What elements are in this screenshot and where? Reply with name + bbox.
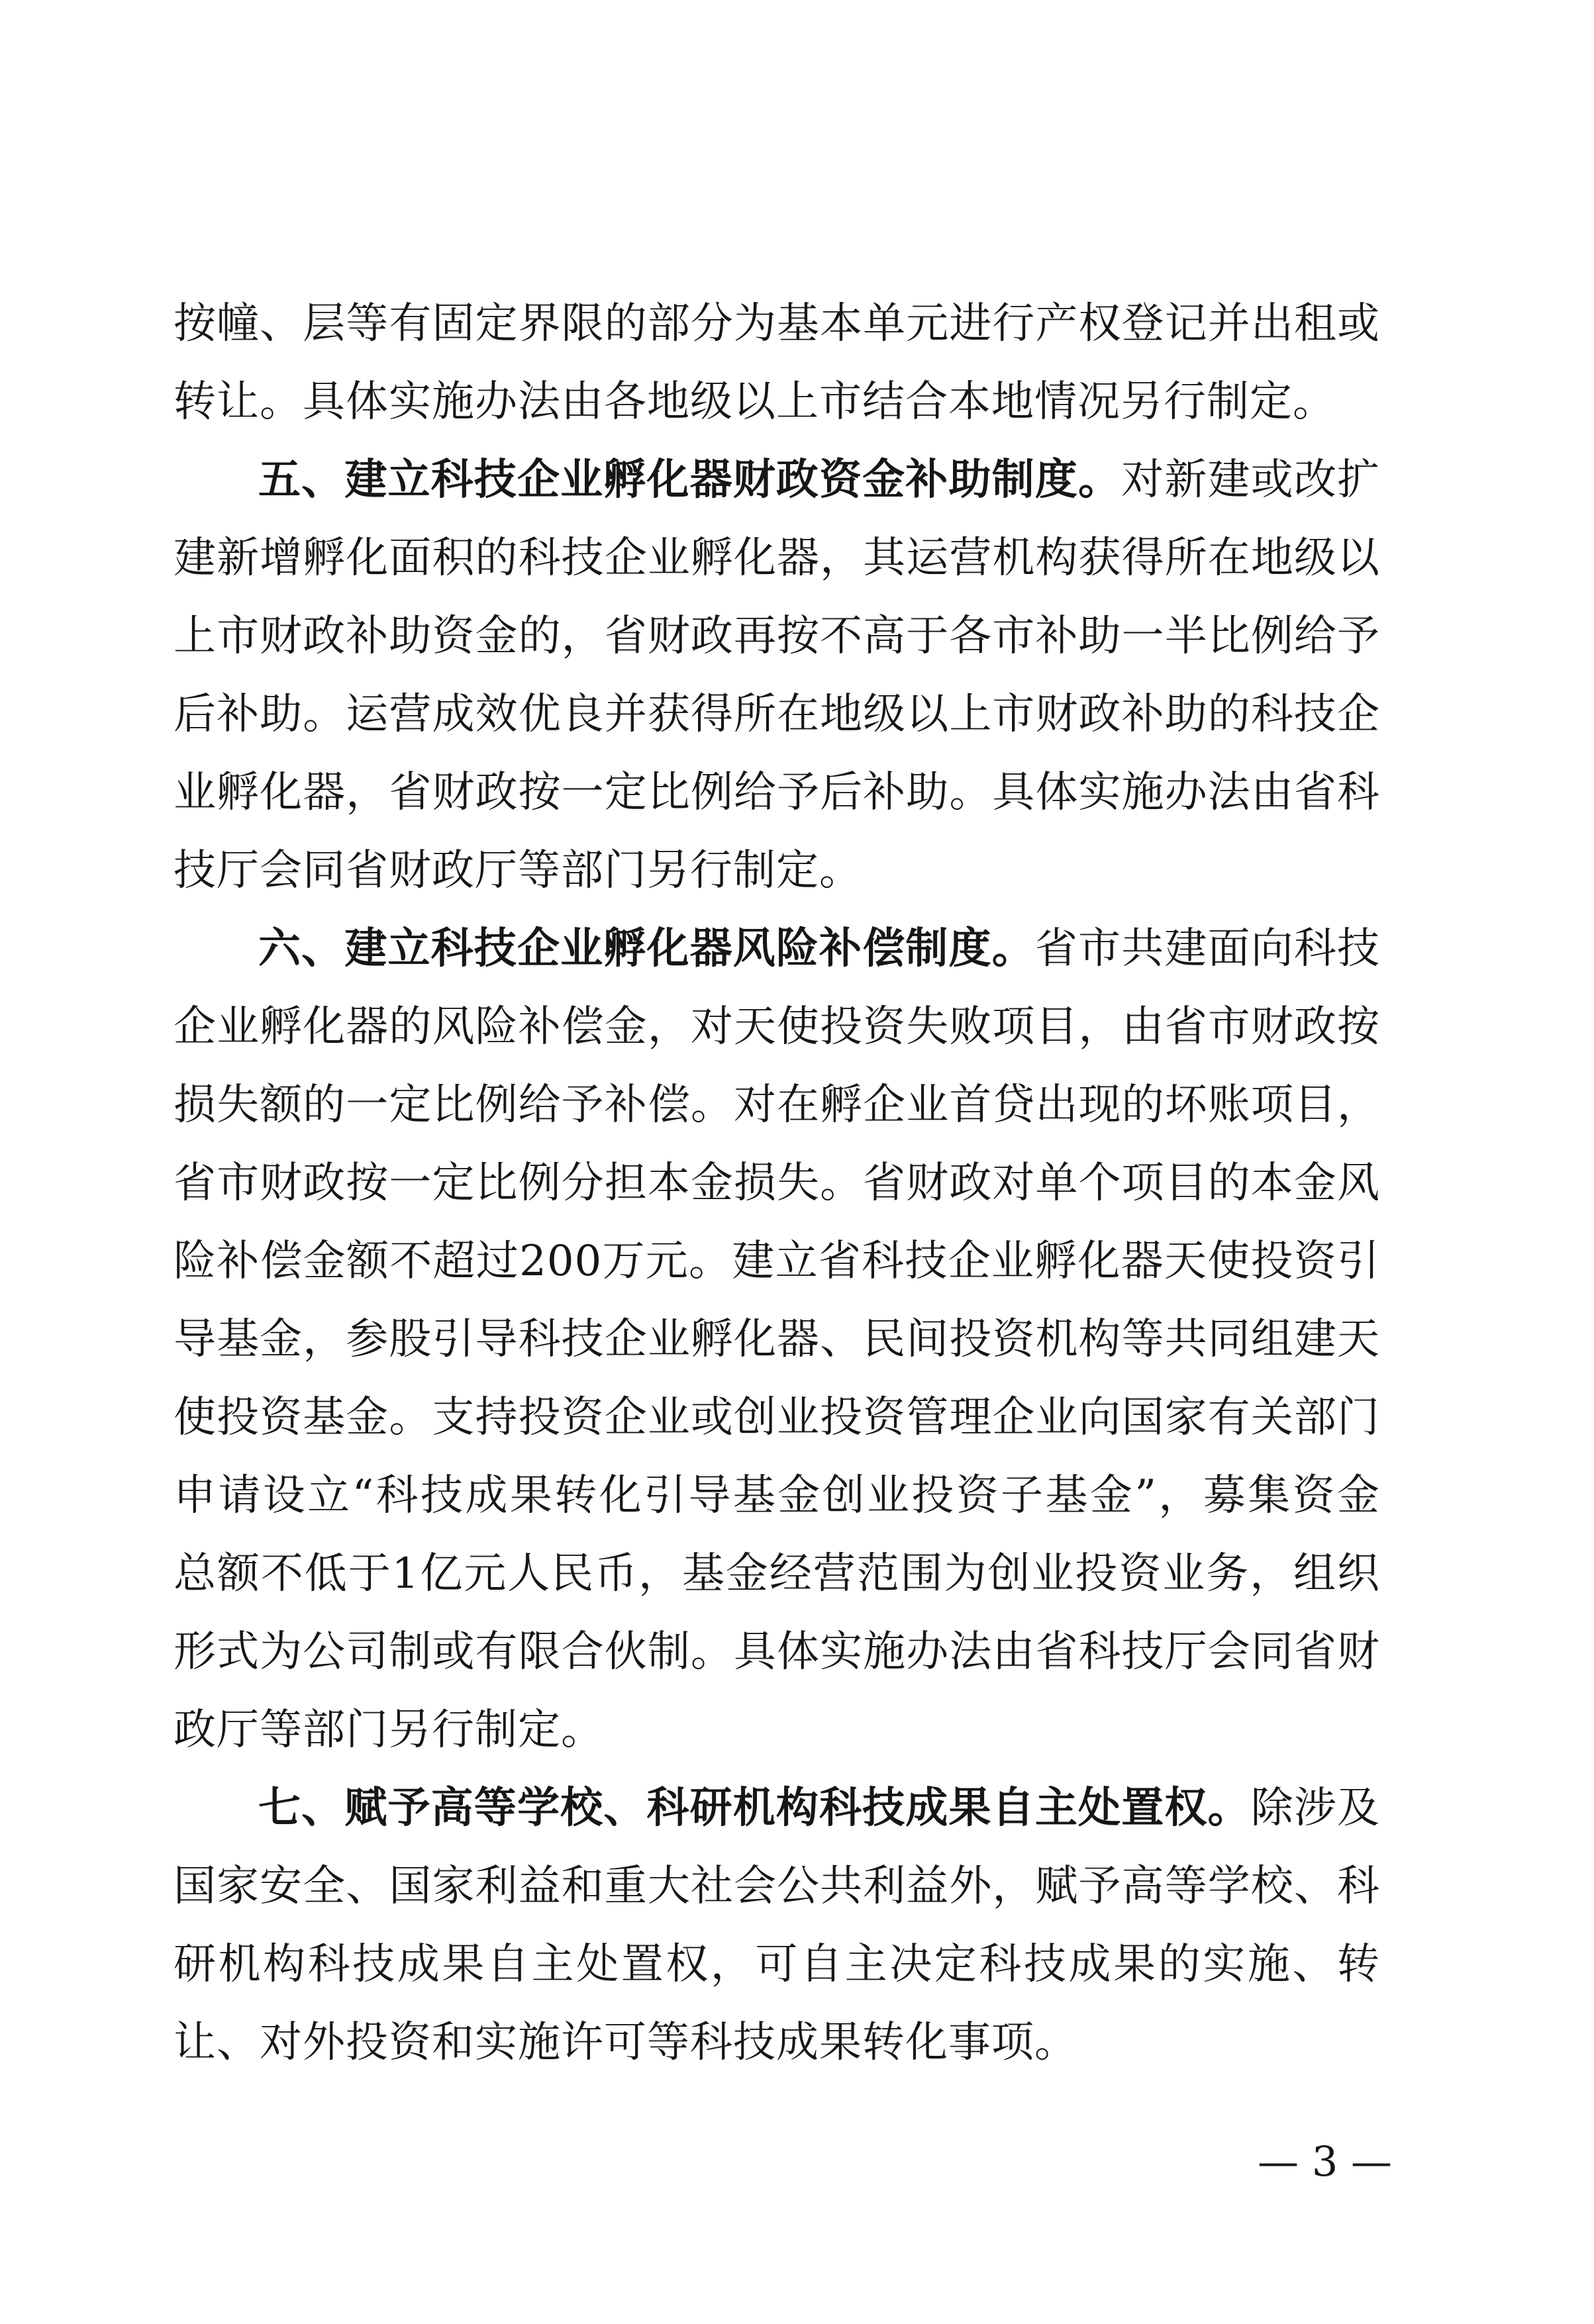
section-text: 省市共建面向科技 — [1034, 924, 1381, 973]
section-text: 对新建或改扩 — [1121, 456, 1381, 505]
text-line: 让、对外投资和实施许可等科技成果转化事项。 — [174, 2018, 1077, 2067]
text-line: 国家安全、国家利益和重大社会公共利益外，赋予高等学校、科 — [174, 1862, 1380, 1911]
text-line — [174, 910, 1380, 988]
text-line: 技厅会同省财政厅等部门另行制定。 — [174, 846, 862, 895]
text-line — [174, 441, 1380, 519]
section-text: 除涉及 — [1250, 1784, 1381, 1833]
text-line: 损失额的一定比例给予补偿。对在孵企业首贷出现的坏账项目， — [174, 1081, 1380, 1130]
text-line: 研机构科技成果自主处置权，可自主决定科技成果的实施、转 — [174, 1940, 1380, 1989]
text-line: 总额不低于1亿元人民币，基金经营范围为创业投资业务，组织 — [174, 1549, 1380, 1598]
text-line: 使投资基金。支持投资企业或创业投资管理企业向国家有关部门 — [174, 1393, 1380, 1442]
text-line: 按幢、层等有固定界限的部分为基本单元进行产权登记并出租或 — [174, 299, 1380, 348]
text-line: 建新增孵化面积的科技企业孵化器，其运营机构获得所在地级以 — [174, 534, 1380, 583]
text-line: 政厅等部门另行制定。 — [174, 1706, 604, 1755]
text-line: 上市财政补助资金的，省财政再按不高于各市补助一半比例给予 — [174, 612, 1380, 661]
text-line — [174, 1769, 1380, 1847]
document-body — [174, 285, 1380, 2082]
section-heading: 五、建立科技企业孵化器财政资金补助制度。 — [258, 455, 1122, 505]
text-line: 险补偿金额不超过200万元。建立省科技企业孵化器天使投资引 — [174, 1237, 1380, 1286]
text-line: 后补助。运营成效优良并获得所在地级以上市财政补助的科技企 — [174, 690, 1380, 739]
section-heading: 七、赋予高等学校、科研机构科技成果自主处置权。 — [258, 1783, 1251, 1833]
text-line: 业孵化器，省财政按一定比例给予后补助。具体实施办法由省科 — [174, 768, 1380, 817]
section-heading: 六、建立科技企业孵化器风险补偿制度。 — [258, 924, 1035, 973]
text-line: 省市财政按一定比例分担本金损失。省财政对单个项目的本金风 — [174, 1159, 1380, 1208]
text-line: 导基金，参股引导科技企业孵化器、民间投资机构等共同组建天 — [174, 1315, 1380, 1364]
page-number: — 3 — — [1258, 2137, 1392, 2186]
text-line: 转让。具体实施办法由各地级以上市结合本地情况另行制定。 — [174, 377, 1336, 426]
text-line: 企业孵化器的风险补偿金，对天使投资失败项目，由省市财政按 — [174, 1002, 1380, 1051]
text-line: 申请设立“科技成果转化引导基金创业投资子基金”，募集资金 — [174, 1471, 1380, 1520]
text-line: 形式为公司制或有限合伙制。具体实施办法由省科技厅会同省财 — [174, 1627, 1380, 1676]
